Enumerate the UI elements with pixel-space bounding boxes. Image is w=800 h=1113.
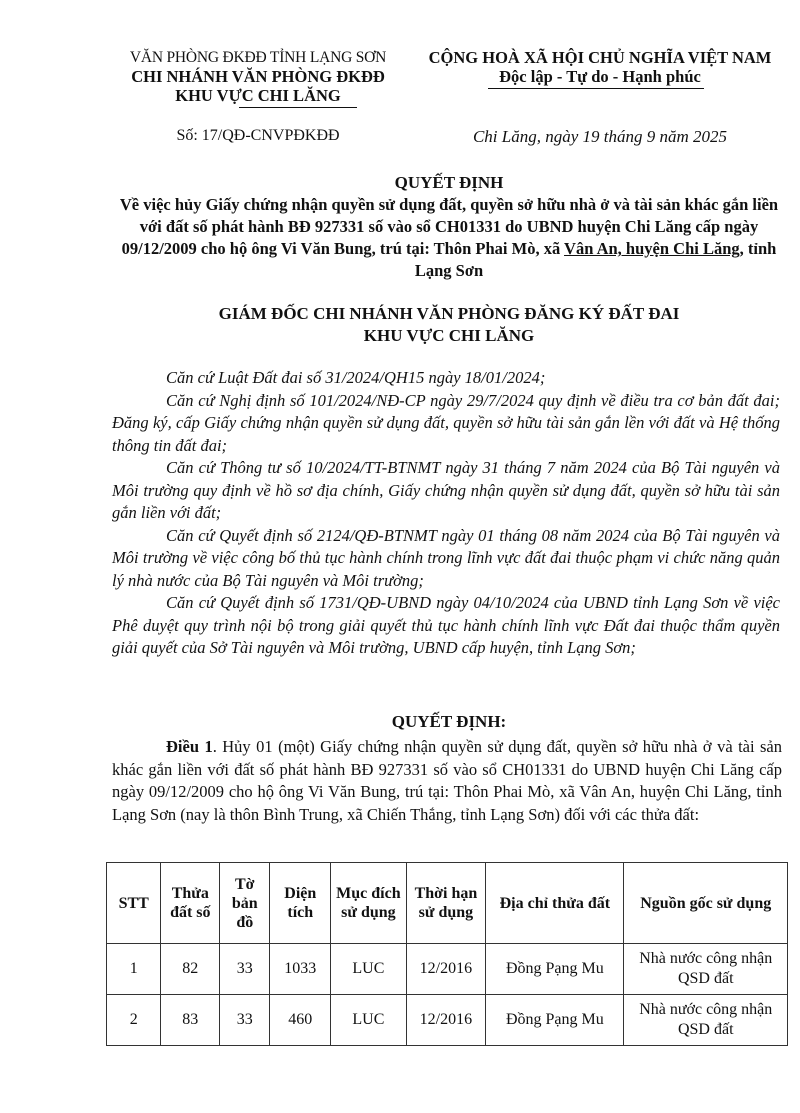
cell-origin-of-use: Nhà nước công nhận QSD đất (624, 944, 788, 995)
land-parcels-table (106, 862, 788, 1046)
cell-origin-of-use: Nhà nước công nhận QSD đất (624, 995, 788, 1046)
place-and-date: Chi Lăng, ngày 19 tháng 9 năm 2025 (472, 127, 728, 146)
column-header-land-use-purpose: Mục đích sử dụng (331, 863, 406, 944)
legal-basis-section (112, 367, 780, 660)
cell-land-use-purpose: LUC (331, 944, 406, 995)
cell-area: 460 (270, 995, 331, 1046)
agency-line-1: VĂN PHÒNG ĐKĐĐ TỈNH LẠNG SƠN (129, 49, 387, 66)
subject-text-1: Về việc hủy Giấy chứng nhận quyền sử dụng đất, quyền sở hữu nhà ở và tài sản khác gắn liền với đất số phát hành BĐ 927331 số vào sổ CH01331 do UBND huyện Chi Lăng cấp ngày 09/12/2009 cho hộ ông Vi Văn Bung, trú tại: Thôn Phai Mò, xã (119, 195, 779, 258)
legal-basis-item: Căn cứ Thông tư số 10/2024/TT-BTNMT ngày 31 tháng 7 năm 2024 của Bộ Tài nguyên và Môi trường quy định về hồ sơ địa chính, Giấy chứng nhận quyền sử dụng đất, quyền sở hữu tài sản gắn liền với đất; (112, 458, 780, 522)
cell-map-sheet: 33 (220, 995, 270, 1046)
document-title: QUYẾT ĐỊNH (394, 173, 504, 192)
agency-line-3: KHU VỰC CHI LĂNG (175, 86, 341, 105)
cell-stt: 1 (107, 944, 161, 995)
column-header-use-term: Thời hạn sử dụng (406, 863, 486, 944)
issuing-agency-header (108, 48, 408, 108)
table-header-row (107, 863, 788, 944)
agency-underline (239, 107, 357, 108)
subject-text-2: , tỉnh Lạng Sơn (414, 239, 777, 280)
legal-basis-item: Căn cứ Nghị định số 101/2024/NĐ-CP ngày 29/7/2024 quy định về điều tra cơ bản đất đai; Đăng ký, cấp Giấy chứng nhận quyền sử dụng đất, quyền sở hữu tài sản gắn lền với đất và Hệ thống thông tin đất đai; (112, 390, 780, 455)
agency-line-2: CHI NHÁNH VĂN PHÒNG ĐKĐĐ (131, 67, 385, 86)
decision-heading: QUYẾT ĐỊNH: (391, 712, 507, 731)
column-header-parcel-number: Thửa đất số (161, 863, 220, 944)
document-title-block (108, 173, 790, 282)
document-number: Số: 17/QĐ-CNVPĐKĐĐ (176, 127, 340, 144)
article-1-label: Điều 1 (166, 737, 213, 756)
cell-parcel-address: Đồng Pạng Mu (486, 944, 624, 995)
column-header-parcel-address: Địa chỉ thửa đất (486, 863, 624, 944)
column-header-stt: STT (107, 863, 161, 944)
table-row (107, 944, 788, 995)
motto-underline (488, 88, 704, 89)
cell-parcel-number: 82 (161, 944, 220, 995)
national-motto: Độc lập - Tự do - Hạnh phúc (499, 67, 701, 86)
column-header-area: Diện tích (270, 863, 331, 944)
authority-heading (108, 303, 790, 347)
article-1-text: . Hủy 01 (một) Giấy chứng nhận quyền sử dụng đất, quyền sở hữu nhà ở và tài sản khác gắn liền với đất số phát hành BĐ 927331 số vào sổ CH01331 do UBND huyện Chi Lăng cấp ngày 09/12/2009 cho hộ ông Vi Văn Bung, trú tại: Thôn Phai Mò, xã Vân An, huyện Chi Lăng, tỉnh Lạng Sơn (nay là thôn Bình Trung, xã Chiến Thắng, tỉnh Lạng Sơn) đối với các thửa đất: (112, 737, 783, 824)
national-motto-header (410, 48, 790, 89)
column-header-map-sheet: Tờ bản đồ (220, 863, 270, 944)
authority-line-2: KHU VỰC CHI LĂNG (363, 326, 535, 345)
cell-map-sheet: 33 (220, 944, 270, 995)
legal-basis-item: Căn cứ Quyết định số 1731/QĐ-UBND ngày 04/10/2024 của UBND tỉnh Lạng Sơn về việc Phê duyệt quy trình nội bộ trong giải quyết thủ tục hành chính lĩnh vực Đất đai thuộc thẩm quyền giải quyết của Sở Tài nguyên và Môi trường, UBND cấp huyện, tỉnh Lạng Sơn; (112, 593, 780, 657)
legal-basis-item: Căn cứ Luật Đất đai số 31/2024/QH15 ngày 18/01/2024; (166, 368, 546, 387)
cell-use-term: 12/2016 (406, 995, 486, 1046)
country-name: CỘNG HOÀ XÃ HỘI CHỦ NGHĨA VIỆT NAM (428, 48, 772, 67)
document-subject (108, 194, 790, 282)
authority-line-1: GIÁM ĐỐC CHI NHÁNH VĂN PHÒNG ĐĂNG KÝ ĐẤT ĐAI (218, 304, 680, 323)
subject-underlined-text: Vân An, huyện Chi Lăng (564, 239, 740, 258)
legal-basis-item: Căn cứ Quyết định số 2124/QĐ-BTNMT ngày 01 tháng 08 năm 2024 của Bộ Tài nguyên và Môi trường về việc công bố thủ tục hành chính trong lĩnh vực đất đai thuộc phạm vi chức năng quản lý nhà nước của Bộ Tài nguyên và Môi trường; (112, 525, 780, 590)
cell-area: 1033 (270, 944, 331, 995)
cell-stt: 2 (107, 995, 161, 1046)
cell-land-use-purpose: LUC (331, 995, 406, 1046)
column-header-origin-of-use: Nguồn gốc sử dụng (624, 863, 788, 944)
cell-parcel-address: Đồng Pạng Mu (486, 995, 624, 1046)
cell-parcel-number: 83 (161, 995, 220, 1046)
article-1 (112, 736, 782, 826)
cell-use-term: 12/2016 (406, 944, 486, 995)
table-row (107, 995, 788, 1046)
